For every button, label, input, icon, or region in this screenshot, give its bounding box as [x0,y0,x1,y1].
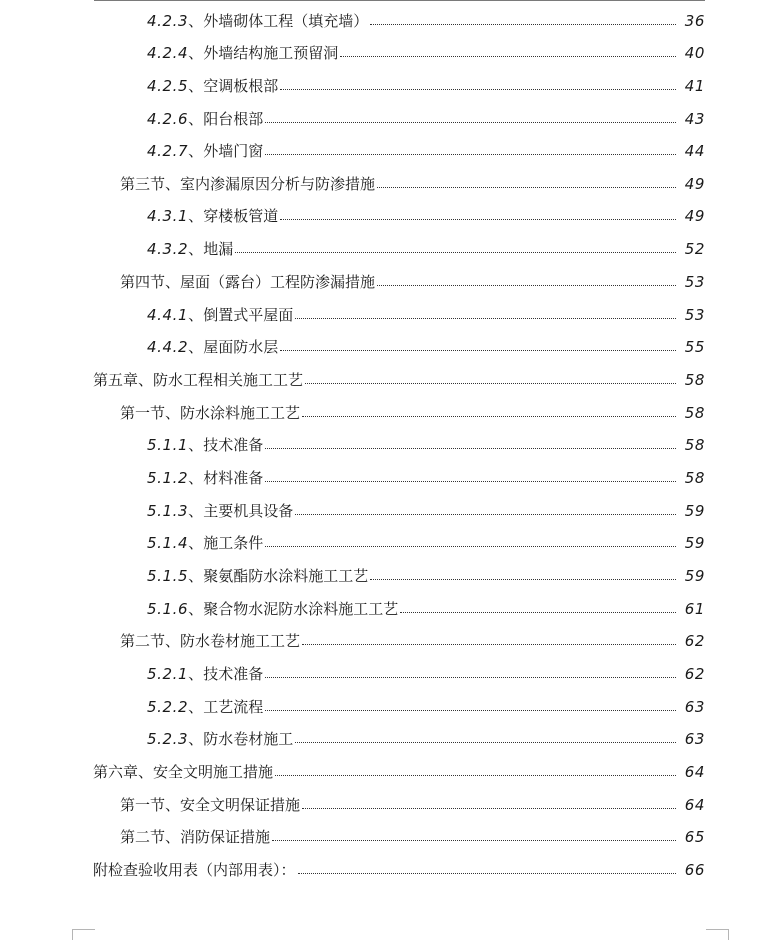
toc-entry-section-6-1[interactable] [0,792,779,818]
toc-title: 第五章、防水工程相关施工工艺 [93,371,304,389]
toc-separator: 、 [188,142,204,160]
toc-separator: 、 [188,502,204,520]
toc-page-number: 41 [684,77,705,95]
toc-page-number: 64 [684,796,705,814]
toc-title: 聚氨酯防水涂料施工工艺 [203,567,369,585]
dot-leader [302,416,676,417]
toc-number: 4.2.4 [147,44,189,62]
toc-entry-5-1-6[interactable] [0,596,779,622]
toc-title: 外墙门窗 [203,142,264,160]
toc-separator: 、 [188,240,204,258]
dot-leader [370,579,676,580]
toc-separator: 、 [188,338,204,356]
toc-separator: 、 [188,44,204,62]
toc-entry-section-5-2[interactable] [0,628,779,654]
toc-page-number: 36 [684,12,705,30]
dot-leader [265,546,676,547]
toc-title: 第二节、消防保证措施 [120,828,271,846]
toc-page-number: 66 [684,861,705,879]
toc-title: 技术准备 [203,436,264,454]
toc-page-number: 44 [684,142,705,160]
toc-entry-5-1-3[interactable] [0,498,779,524]
toc-title: 第三节、室内渗漏原因分析与防渗措施 [120,175,376,193]
toc-page-number: 40 [684,44,705,62]
dot-leader [298,873,676,874]
toc-separator: 、 [188,110,204,128]
page-corner-mark-right [706,929,729,940]
toc-page-number: 53 [684,306,705,324]
toc-separator: 、 [188,730,204,748]
toc-page-number: 53 [684,273,705,291]
toc-number: 5.1.5 [147,567,189,585]
toc-number: 4.2.5 [147,77,189,95]
toc-title: 第一节、安全文明保证措施 [120,796,301,814]
toc-number: 4.4.1 [147,306,189,324]
toc-title: 第二节、防水卷材施工工艺 [120,632,301,650]
toc-page-number: 62 [684,665,705,683]
toc-number: 5.2.1 [147,665,189,683]
toc-entry-4-2-5[interactable] [0,73,779,99]
toc-page-number: 49 [684,175,705,193]
dot-leader [265,710,676,711]
toc-page-number: 58 [684,469,705,487]
dot-leader [340,56,676,57]
toc-entry-4-4-1[interactable] [0,302,779,328]
toc-title: 空调板根部 [203,77,279,95]
dot-leader [280,89,676,90]
toc-entry-section-6-2[interactable] [0,824,779,850]
dot-leader [302,808,676,809]
toc-title: 施工条件 [203,534,264,552]
dot-leader [400,612,676,613]
toc-entry-chapter-5[interactable] [0,367,779,393]
dot-leader [235,252,676,253]
toc-entry-5-2-1[interactable] [0,661,779,687]
toc-number: 5.1.6 [147,600,189,618]
toc-title: 技术准备 [203,665,264,683]
toc-title: 阳台根部 [203,110,264,128]
toc-separator: 、 [188,665,204,683]
dot-leader [265,677,676,678]
toc-page-number: 59 [684,534,705,552]
dot-leader [295,742,676,743]
toc-number: 5.1.3 [147,502,189,520]
toc-entry-5-2-3[interactable] [0,726,779,752]
toc-separator: 、 [188,12,204,30]
toc-entry-4-3-1[interactable] [0,203,779,229]
dot-leader [280,350,676,351]
toc-entry-section-5-1[interactable] [0,400,779,426]
toc-title: 倒置式平屋面 [203,306,294,324]
toc-title: 穿楼板管道 [203,207,279,225]
dot-leader [302,644,676,645]
dot-leader [280,219,676,220]
dot-leader [265,154,676,155]
toc-number: 4.3.2 [147,240,189,258]
toc-separator: 、 [188,77,204,95]
toc-number: 4.3.1 [147,207,189,225]
toc-page-number: 55 [684,338,705,356]
toc-separator: 、 [188,698,204,716]
toc-page-number: 49 [684,207,705,225]
toc-separator: 、 [188,469,204,487]
toc-separator: 、 [188,207,204,225]
toc-number: 5.2.3 [147,730,189,748]
toc-entry-4-4-2[interactable] [0,334,779,360]
toc-entry-4-2-4[interactable] [0,40,779,66]
toc-page-number: 63 [684,698,705,716]
toc-number: 4.2.7 [147,142,189,160]
dot-leader [377,285,676,286]
toc-number: 4.2.3 [147,12,189,30]
toc-separator: 、 [188,600,204,618]
toc-title: 地漏 [203,240,234,258]
toc-entry-4-2-6[interactable] [0,106,779,132]
toc-title: 材料准备 [203,469,264,487]
toc-title: 聚合物水泥防水涂料施工工艺 [203,600,399,618]
toc-page-number: 52 [684,240,705,258]
toc-title: 第六章、安全文明施工措施 [93,763,274,781]
dot-leader [377,187,676,188]
toc-number: 4.4.2 [147,338,189,356]
toc-page-number: 59 [684,567,705,585]
toc-page-number: 59 [684,502,705,520]
toc-separator: 、 [188,306,204,324]
toc-title: 外墙结构施工预留洞 [203,44,339,62]
toc-title: 第四节、屋面（露台）工程防渗漏措施 [120,273,376,291]
toc-separator: 、 [188,567,204,585]
dot-leader [275,775,676,776]
toc-page-number: 64 [684,763,705,781]
toc-number: 4.2.6 [147,110,189,128]
dot-leader [265,448,676,449]
toc-separator: 、 [188,436,204,454]
dot-leader [265,122,676,123]
dot-leader [295,514,676,515]
toc-title: 屋面防水层 [203,338,279,356]
toc-page-number: 62 [684,632,705,650]
toc-title: 主要机具设备 [203,502,294,520]
toc-page-number: 61 [684,600,705,618]
toc-entry-5-1-4[interactable] [0,530,779,556]
dot-leader [370,24,676,25]
toc-page-number: 58 [684,404,705,422]
toc-number: 5.1.4 [147,534,189,552]
dot-leader [265,481,676,482]
page-top-rule [94,0,705,1]
toc-entry-5-1-1[interactable] [0,432,779,458]
dot-leader [272,840,676,841]
toc-entry-4-2-7[interactable] [0,138,779,164]
toc-title: 第一节、防水涂料施工工艺 [120,404,301,422]
toc-page-number: 58 [684,371,705,389]
page-corner-mark-left [72,929,95,940]
toc-entry-appendix[interactable] [0,857,779,883]
toc-title: 附检查验收用表（内部用表）： [93,861,296,879]
toc-entry-5-1-2[interactable] [0,465,779,491]
toc-entry-chapter-6[interactable] [0,759,779,785]
dot-leader [295,318,676,319]
toc-page-number: 58 [684,436,705,454]
toc-entry-4-2-3[interactable] [0,8,779,34]
toc-entry-section-4[interactable] [0,269,779,295]
toc-entry-5-1-5[interactable] [0,563,779,589]
toc-entry-section-3[interactable] [0,171,779,197]
dot-leader [305,383,676,384]
toc-number: 5.2.2 [147,698,189,716]
toc-number: 5.1.1 [147,436,189,454]
toc-title: 工艺流程 [203,698,264,716]
toc-entry-4-3-2[interactable] [0,236,779,262]
toc-title: 防水卷材施工 [203,730,294,748]
toc-number: 5.1.2 [147,469,189,487]
toc-separator: 、 [188,534,204,552]
toc-entry-5-2-2[interactable] [0,694,779,720]
toc-page-number: 43 [684,110,705,128]
toc-page-number: 65 [684,828,705,846]
toc-page-number: 63 [684,730,705,748]
toc-title: 外墙砌体工程（填充墙） [203,12,369,30]
